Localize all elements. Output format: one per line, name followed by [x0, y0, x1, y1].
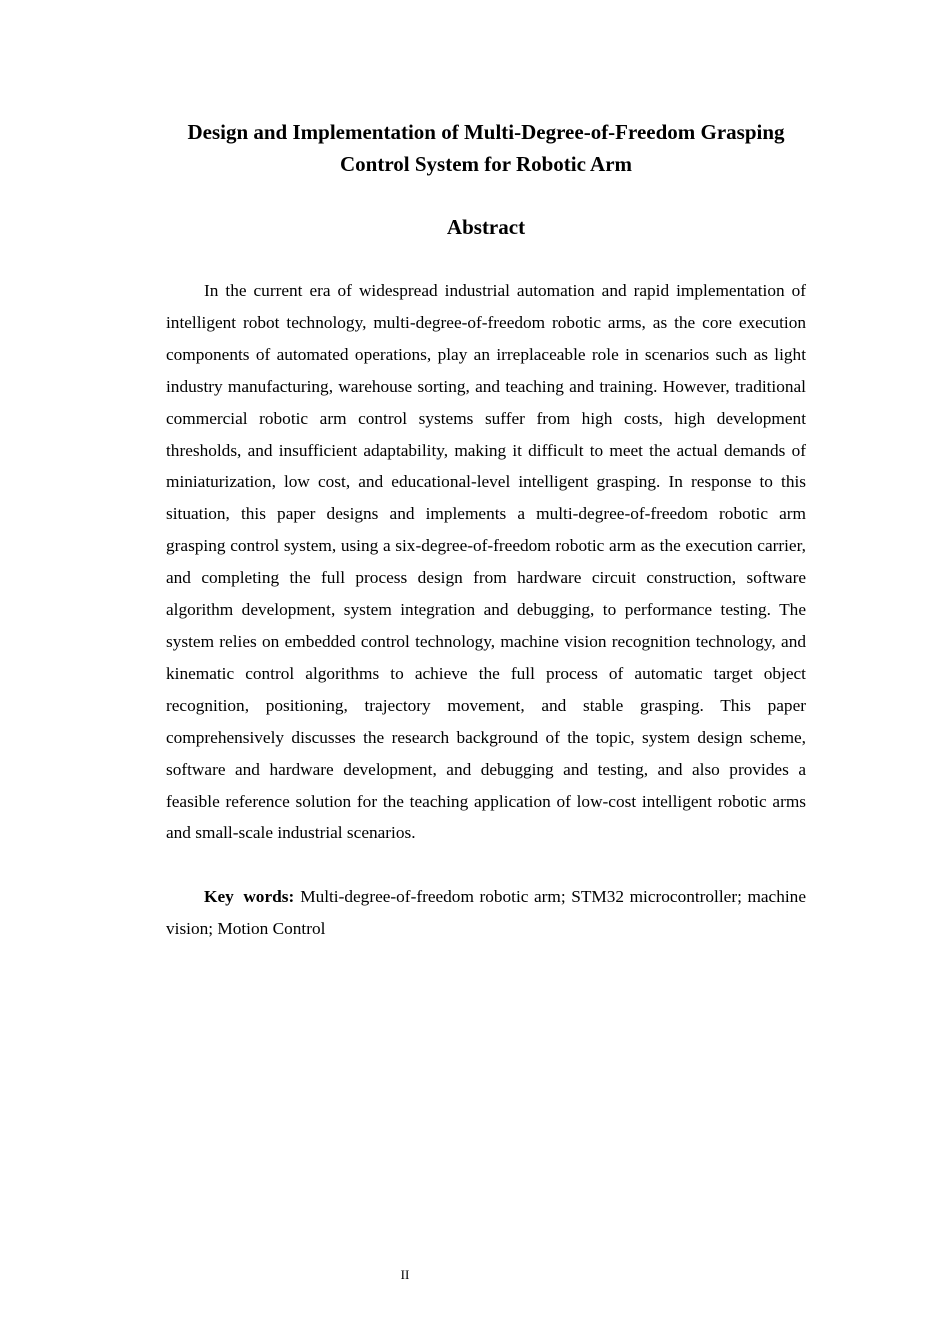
page-number: II: [400, 1267, 410, 1282]
paper-title-line-2: Control System for Robotic Arm: [339, 152, 633, 176]
abstract-body: In the current era of widespread industrial automation and rapid implementation of intelligent robot technology, multi-degree-of-freedom robotic arms, as the core execution components of automated operations, play an irreplaceable role in scenarios such as light industry manufacturing, warehouse sorting, and teaching and training. However, traditional commercial robotic arm control systems suffer from high costs, high development thresholds, and insufficient adaptability, making it difficult to meet the actual demands of miniaturization, low cost, and educational-level intelligent grasping. In response to this situation, this paper designs and implements a multi-degree-of-freedom robotic arm grasping control system, using a six-degree-of-freedom robotic arm as the execution carrier, and completing the full process design from hardware circuit construction, software algorithm development, system integration and debugging, to performance testing. The system relies on embedded control technology, machine vision recognition technology, and kinematic control algorithms to achieve the full process of automatic target object recognition, positioning, trajectory movement, and stable grasping. This paper comprehensively discusses the research background of the topic, system design scheme, software and hardware development, and debugging and testing, and also provides a feasible reference solution for the teaching application of low-cost intelligent robotic arms and small-scale industrial scenarios.: [166, 281, 806, 843]
paper-title-line-1: Design and Implementation of Multi-Degree-of-Freedom Grasping: [187, 120, 785, 144]
keywords-paragraph: [166, 881, 806, 945]
abstract-heading: Abstract: [446, 215, 526, 239]
keywords-label: Key words:: [204, 887, 295, 906]
keywords-text: Multi-degree-of-freedom robotic arm; STM32 microcontroller; machine vision; Motion Control: [166, 887, 806, 938]
paper-title: [162, 116, 810, 180]
